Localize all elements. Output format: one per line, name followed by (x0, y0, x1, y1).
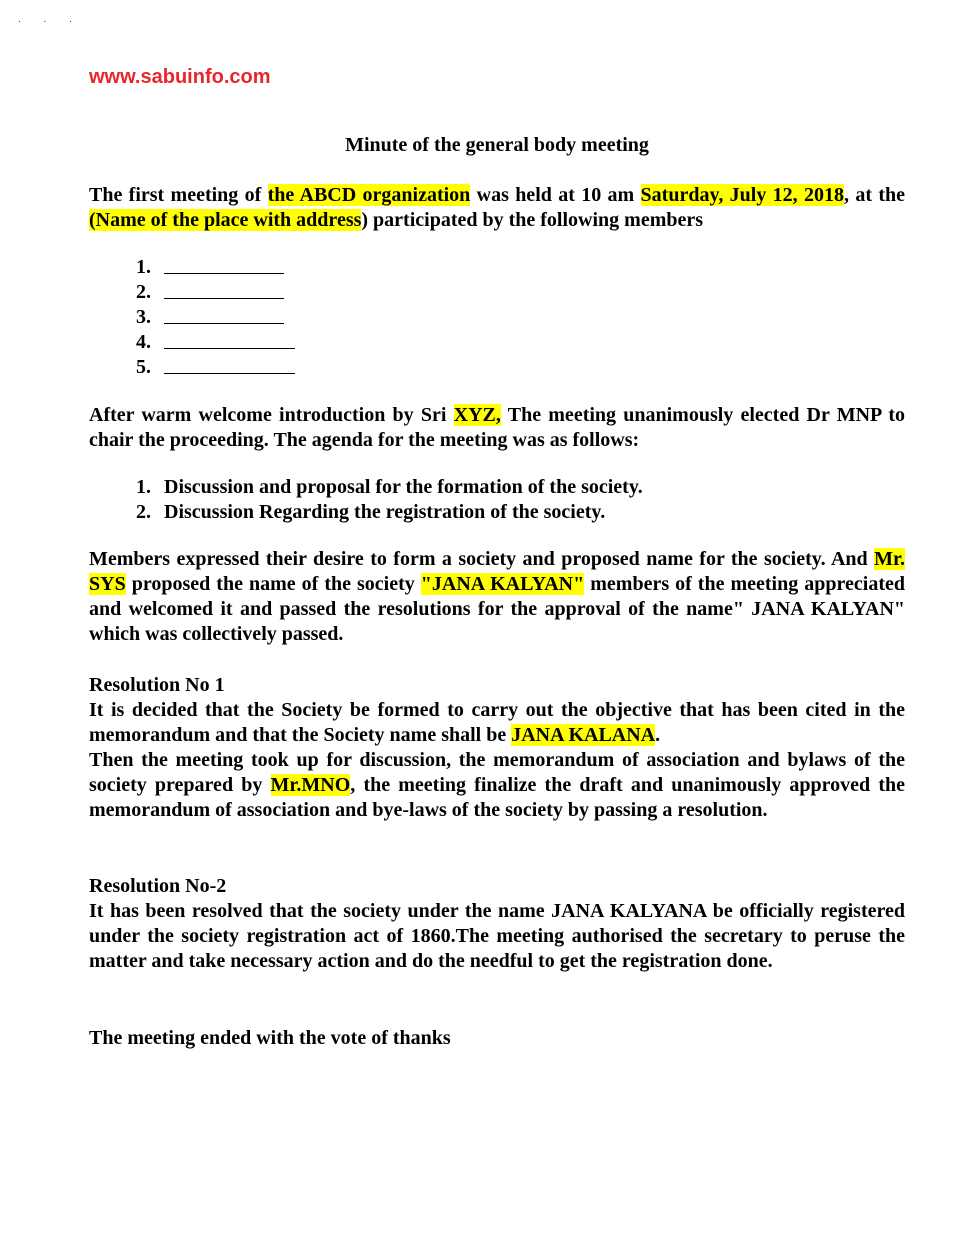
list-number: 5. (136, 356, 151, 378)
list-number: 2. (136, 281, 151, 303)
society-name: JANA KALANA (511, 724, 656, 746)
intro-text-3: , at the (844, 184, 906, 206)
list-number: 4. (136, 331, 151, 353)
meeting-place: (Name of the place with address (89, 209, 362, 231)
member-blank-line[interactable] (164, 330, 295, 349)
meeting-date: Saturday, July 12, 2018 (640, 184, 845, 206)
list-item (136, 305, 295, 330)
agenda-list (136, 475, 643, 525)
member-blank-line[interactable] (164, 355, 295, 374)
list-item (136, 255, 295, 280)
list-item (136, 500, 643, 525)
welcome-paragraph (89, 403, 905, 453)
resolution-1-text-4: , the meeting finalize the draft and unanimously approved the memorandum of association and bye-laws of the society by passing a resolution. (89, 774, 905, 821)
welcome-text-2: The meeting unanimously elected Dr MNP to chair the proceeding. The agenda for the meeting was as follows: (89, 404, 905, 451)
list-number: 1. (136, 256, 151, 278)
resolution-1-text-3: Then the meeting took up for discussion, the memorandum of association and bylaws of the society prepared by (89, 749, 905, 796)
society-name: "JANA KALYAN" (420, 573, 585, 595)
welcome-name: XYZ, (453, 404, 501, 426)
list-number: 2. (136, 501, 151, 523)
closing-line: The meeting ended with the vote of thanks (89, 1027, 451, 1049)
members-paragraph (89, 547, 905, 647)
member-blank-line[interactable] (164, 255, 284, 274)
list-item (136, 355, 295, 380)
resolution-heading: Resolution No 1 (89, 674, 225, 696)
list-item (136, 475, 643, 500)
list-number: 3. (136, 306, 151, 328)
list-number: 1. (136, 476, 151, 498)
resolution-1-body-2 (89, 748, 905, 823)
corner-dots: . . . (18, 14, 82, 25)
list-item (136, 280, 295, 305)
document-title: Minute of the general body meeting (345, 134, 649, 156)
intro-text-2: was held at 10 am (470, 184, 641, 206)
resolution-1-text-2: . (655, 724, 661, 746)
resolution-2 (89, 874, 905, 974)
resolution-1 (89, 673, 905, 823)
resolution-2-text: It has been resolved that the society under the name JANA KALYANA be officially registered under the society registration act of 1860.The meeting authorised the secretary to peruse the matter and take necessary action and do the needful to get the registration done. (89, 900, 905, 972)
agenda-item-text: Discussion Regarding the registration of the society. (164, 501, 606, 523)
intro-text-1: The first meeting of (89, 184, 268, 206)
members-text-1: Members expressed their desire to form a society and proposed name for the society. And (89, 548, 875, 570)
proposer-name: Mr. SYS (89, 548, 905, 595)
members-text-2: proposed the name of the society (125, 573, 421, 595)
welcome-text-1: After warm welcome introduction by Sri (89, 404, 454, 426)
drafter-name: Mr.MNO (270, 774, 351, 796)
member-blank-line[interactable] (164, 280, 284, 299)
members-text-3: members of the meeting appreciated and welcomed it and passed the resolutions for the approval of the name" JANA KALYAN" which was collectively passed. (89, 573, 905, 645)
intro-text-4: ) participated by the following members (361, 209, 704, 231)
members-list (136, 255, 295, 380)
list-item (136, 330, 295, 355)
agenda-item-text: Discussion and proposal for the formation of the society. (164, 476, 643, 498)
member-blank-line[interactable] (164, 305, 284, 324)
resolution-heading: Resolution No-2 (89, 875, 227, 897)
website-link[interactable]: www.sabuinfo.com (89, 66, 271, 88)
organization-name: the ABCD organization (267, 184, 471, 206)
resolution-1-text-1: It is decided that the Society be formed to carry out the objective that has been cited in the memorandum and that the Society name shall be (89, 699, 905, 746)
intro-paragraph (89, 183, 905, 233)
resolution-1-body (89, 698, 905, 748)
